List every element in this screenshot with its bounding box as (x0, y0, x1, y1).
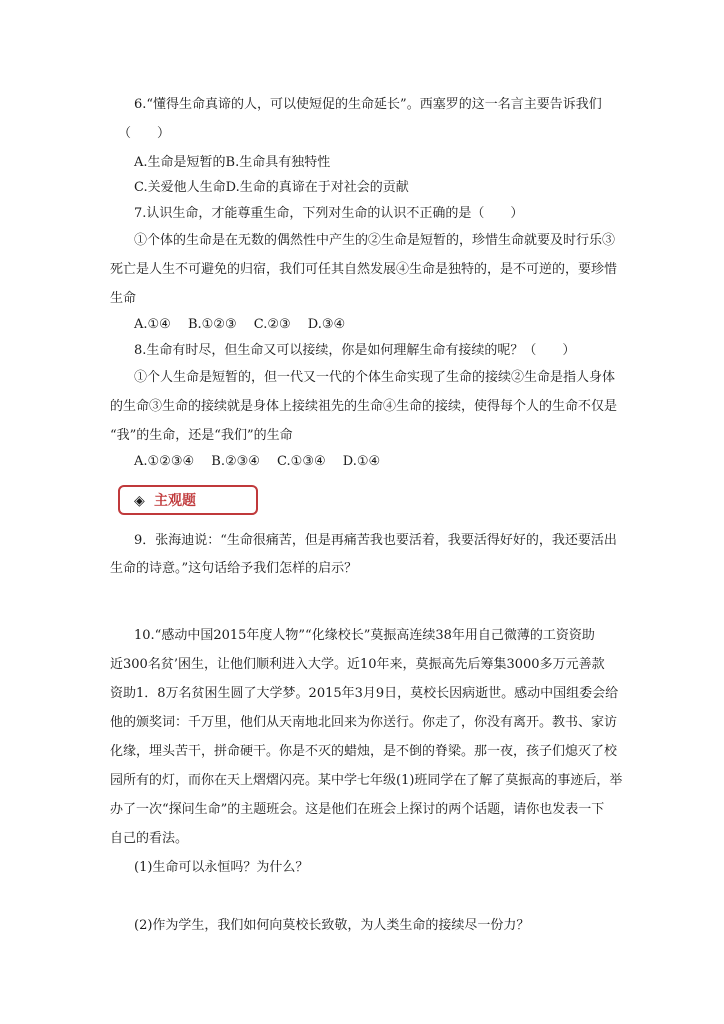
diamond-icon: ◈ (134, 493, 145, 509)
q6-stem-line-1: 6.“懂得生命真谛的人，可以使短促的生命延长”。西塞罗的这一名言主要告诉我们 (134, 97, 602, 112)
q10-sub-question-2: (2)作为学生，我们如何向莫校长致敬，为人类生命的接续尽一份力？ (134, 918, 530, 933)
q10-line-8: 自己的看法。 (110, 831, 189, 846)
q10-line-5: 化缘，埋头苦干，拼命硬干。你是不灭的蜡烛，是不倒的脊梁。那一夜，孩子们熄灭了校 (110, 744, 618, 759)
q6-options-ab: A.生命是短暂的B.生命具有独特性 (134, 155, 331, 170)
q8-body-line-2: 的生命③生命的接续就是身体上接续祖先的生命④生命的接续，使得每个人的生命不仅是 (110, 399, 618, 414)
q7-stem: 7.认识生命，才能尊重生命，下列对生命的认识不正确的是（ ） (134, 206, 524, 221)
q10-line-4: 他的颁奖词：千万里，他们从天南地北回来为你送行。你走了，你没有离开。教书、家访 (110, 715, 618, 730)
q10-line-2: 近300名贫’困生，让他们顺利进入大学。近10年来，莫振高先后筹集3000多万元善款 (110, 657, 605, 672)
q7-body-line-2: 死亡是人生不可避免的归宿，我们可任其自然发展④生命是独特的，是不可逆的，要珍惜 (110, 262, 618, 277)
q8-options: A.①②③④ B.②③④ C.①③④ D.①④ (134, 454, 381, 469)
q9-line-2: 生命的诗意。”这句话给予我们怎样的启示？ (110, 561, 358, 576)
section-title: 主观题 (154, 493, 196, 509)
q6-stem-line-2: （ ） (118, 126, 171, 141)
q7-body-line-1: ①个体的生命是在无数的偶然性中产生的②生命是短暂的，珍惜生命就要及时行乐③ (134, 233, 616, 248)
q6-options-cd: C.关爱他人生命D.生命的真谛在于对社会的贡献 (134, 180, 409, 195)
q10-line-1: 10.“感动中国2015年度人物”“化缘校长”莫振高连续38年用自己微薄的工资资助 (134, 628, 595, 643)
q10-sub-question-1: (1)生命可以永恒吗？为什么？ (134, 860, 309, 875)
q10-line-6: 园所有的灯，而你在天上熠熠闪亮。某中学七年级(1)班同学在了解了莫振高的事迹后，举 (110, 773, 623, 788)
q7-body-line-3: 生命 (110, 291, 137, 306)
q9-line-1: 9．张海迪说：“生命很痛苦，但是再痛苦我也要活着，我要活得好好的，我还要活出 (134, 533, 617, 548)
subjective-section-header (118, 485, 258, 515)
q10-line-7: 办了一次“探问生命”的主题班会。这是他们在班会上探讨的两个话题，请你也发表一下 (110, 802, 605, 817)
q8-body-line-1: ①个人生命是短暂的，但一代又一代的个体生命实现了生命的接续②生命是指人身体 (134, 370, 616, 385)
q8-body-line-3: “我”的生命，还是“我们”的生命 (110, 428, 293, 443)
q7-options: A.①④ B.①②③ C.②③ D.③④ (134, 317, 346, 332)
q10-line-3: 资助1．8万名贫困生圆了大学梦。2015年3月9日，莫校长因病逝世。感动中国组委会给 (110, 686, 619, 701)
q8-stem: 8.生命有时尽，但生命又可以接续，你是如何理解生命有接续的呢？（ ） (134, 343, 576, 358)
